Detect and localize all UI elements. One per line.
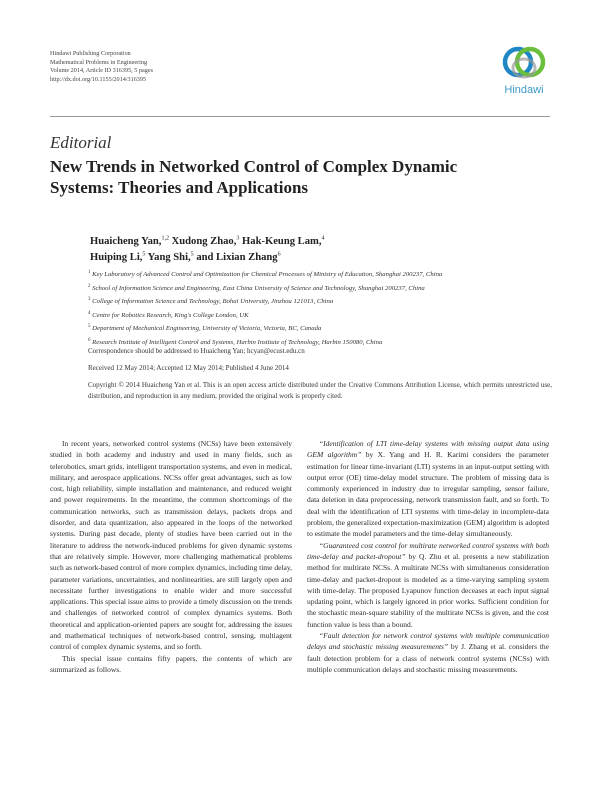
- hindawi-logo: [498, 44, 550, 96]
- author: Huaicheng Yan,$^{1,2}$: [90, 235, 169, 247]
- journal-header: [50, 50, 153, 84]
- author-list: [90, 232, 510, 265]
- body-column-right: [307, 438, 549, 675]
- author: Huiping Li,$^5$: [90, 251, 146, 263]
- author: and Lixian Zhang$^6$: [196, 251, 281, 263]
- journal-name: Mathematical Problems in Engineering: [50, 58, 148, 66]
- header-divider: [50, 116, 550, 117]
- author: Yang Shi,$^5$: [147, 251, 194, 263]
- affiliation: $^1$ Key Laboratory of Advanced Control and Optimization for Chemical Processes of Ministry of Education, Shanghai 200237, China: [88, 270, 443, 279]
- hindawi-rings-icon: [498, 44, 550, 84]
- paragraph: “Identification of LTI time-delay systems with missing output data using GEM algorithm” by X. Yang and H. R. Karimi considers the parameter estimation for linear time-invariant (LTI) systems in an input-output setting with output error (OE) time-delay model structure. The problem of missing data is commonly experienced in industry due to irregular sampling, sensor failure, data deletion in data preprocessing, network transmission fault, and so forth. To deal with the identification of LTI systems with time-delay in incomplete-data problem, the generalized expectation-maximization (GEM) algorithm is adopted to estimate the model parameters and the time-delay simultaneously.: [307, 439, 549, 539]
- affiliation: $^2$ School of Information Science and Engineering, East China University of Science and Technology, Shanghai 200237, China: [88, 283, 425, 292]
- affiliation: $^3$ College of Information Science and Technology, Bohai University, Jinzhou 121013, China: [88, 297, 334, 306]
- author: Xudong Zhao,$^3$: [171, 235, 240, 247]
- doi-link[interactable]: http://dx.doi.org/10.1155/2014/316395: [50, 75, 147, 83]
- correspondence-note: Correspondence should be addressed to Huaicheng Yan; hcyan@ecust.edu.cn: [88, 347, 305, 355]
- copyright-notice: Copyright © 2014 Huaicheng Yan et al. This is an open access article distributed under the Creative Commons Attribution License, which permits unrestricted use, distribution, and reproduction in any medium, provided the original work is properly cited.: [88, 381, 552, 401]
- author: Hak-Keung Lam,$^4$: [242, 235, 325, 247]
- paragraph: “Guaranteed cost control for multirate networked control systems with both time-delay and packet-dropout” by Q. Zhu et al. presents a new stabilization method for multirate NCSs. A multirate NCSs with simultaneous consideration time-delay and packet-dropout is modeled as a time-varying sampling system with time-delay. The proposed Lyapunov function deceases at each input signal updating point, which is largely ignored in prior works. Sufficient condition for the stochastic mean-square stability of the multirate NCSs is given, and the cost function value is less than a bound.: [307, 540, 549, 629]
- article-type: Editorial: [50, 133, 112, 152]
- paragraph: This special issue contains fifty papers, the contents of which are summarized as follows.: [50, 653, 292, 674]
- affiliation: $^4$ Centre for Robotics Research, King's College London, UK: [88, 310, 249, 319]
- publication-dates: Received 12 May 2014; Accepted 12 May 2014; Published 4 June 2014: [88, 364, 289, 372]
- paper-title-citation: “Fault detection for network control systems with multiple communication delays and stochastic missing measurements”: [307, 631, 549, 652]
- paper-title-citation: “Identification of LTI time-delay systems with missing output data using GEM algorithm”: [307, 439, 549, 460]
- affiliation: $^5$ Department of Mechanical Engineering, University of Victoria, Victoria, BC, Canada: [88, 324, 322, 333]
- affiliation: $^6$ Research Institute of Intelligent Control and Systems, Harbin Institute of Technology, Harbin 150080, China: [88, 337, 383, 346]
- body-column-left: [50, 438, 292, 675]
- volume-info: Volume 2014, Article ID 316395, 5 pages: [50, 67, 153, 75]
- paragraph: “Fault detection for network control systems with multiple communication delays and stochastic missing measurements” by J. Zhang et al. considers the fault detection problem for a class of network control systems (NCSs) with multiple communication delays and stochastic missing measurements.: [307, 631, 549, 674]
- paper-title-citation: “Guaranteed cost control for multirate networked control systems with both time-delay and packet-dropout”: [307, 540, 549, 561]
- hindawi-wordmark: Hindawi: [504, 84, 544, 96]
- article-title: New Trends in Networked Control of Complex Dynamic Systems: Theories and Applications: [50, 157, 458, 197]
- affiliation-list: [88, 267, 558, 348]
- publisher-line: Hindawi Publishing Corporation: [50, 50, 131, 57]
- paragraph: In recent years, networked control systems (NCSs) have been extensively studied in both academy and industry and used in many fields, such as telerobotics, smart grids, intelligent transportation systems, and even in medical, military, and aerospace applications. NCSs offer great advantages, such as low cost, high reliability, simple installation and maintenance, and reduced weight and power requirements. In the meantime, the common shortcomings of the communication networks, such as transmission delays, packets drops and disorder, and data quantization, also appeared in the loops of the networked systems. During past decade, plenty of studies have been carried out in the literature to address the network-induced problems for given dynamic systems that are relatively simple. However, more challenging mathematical problems such as network-based control of more complex dynamics, including time delay, parameter variations, uncertainties, and nonlinearities, are still largely open and necessitate further investigations to enable wider and more successful applications. This special issue aims to provide a timely discussion on the trends and challenges of networked control of complex dynamics systems. Both theoretical and application-oriented papers are sought for, addressing the issues and mathematical techniques of network-based control, sensing, multiagent control of complex dynamic systems, and so forth.: [50, 439, 292, 652]
